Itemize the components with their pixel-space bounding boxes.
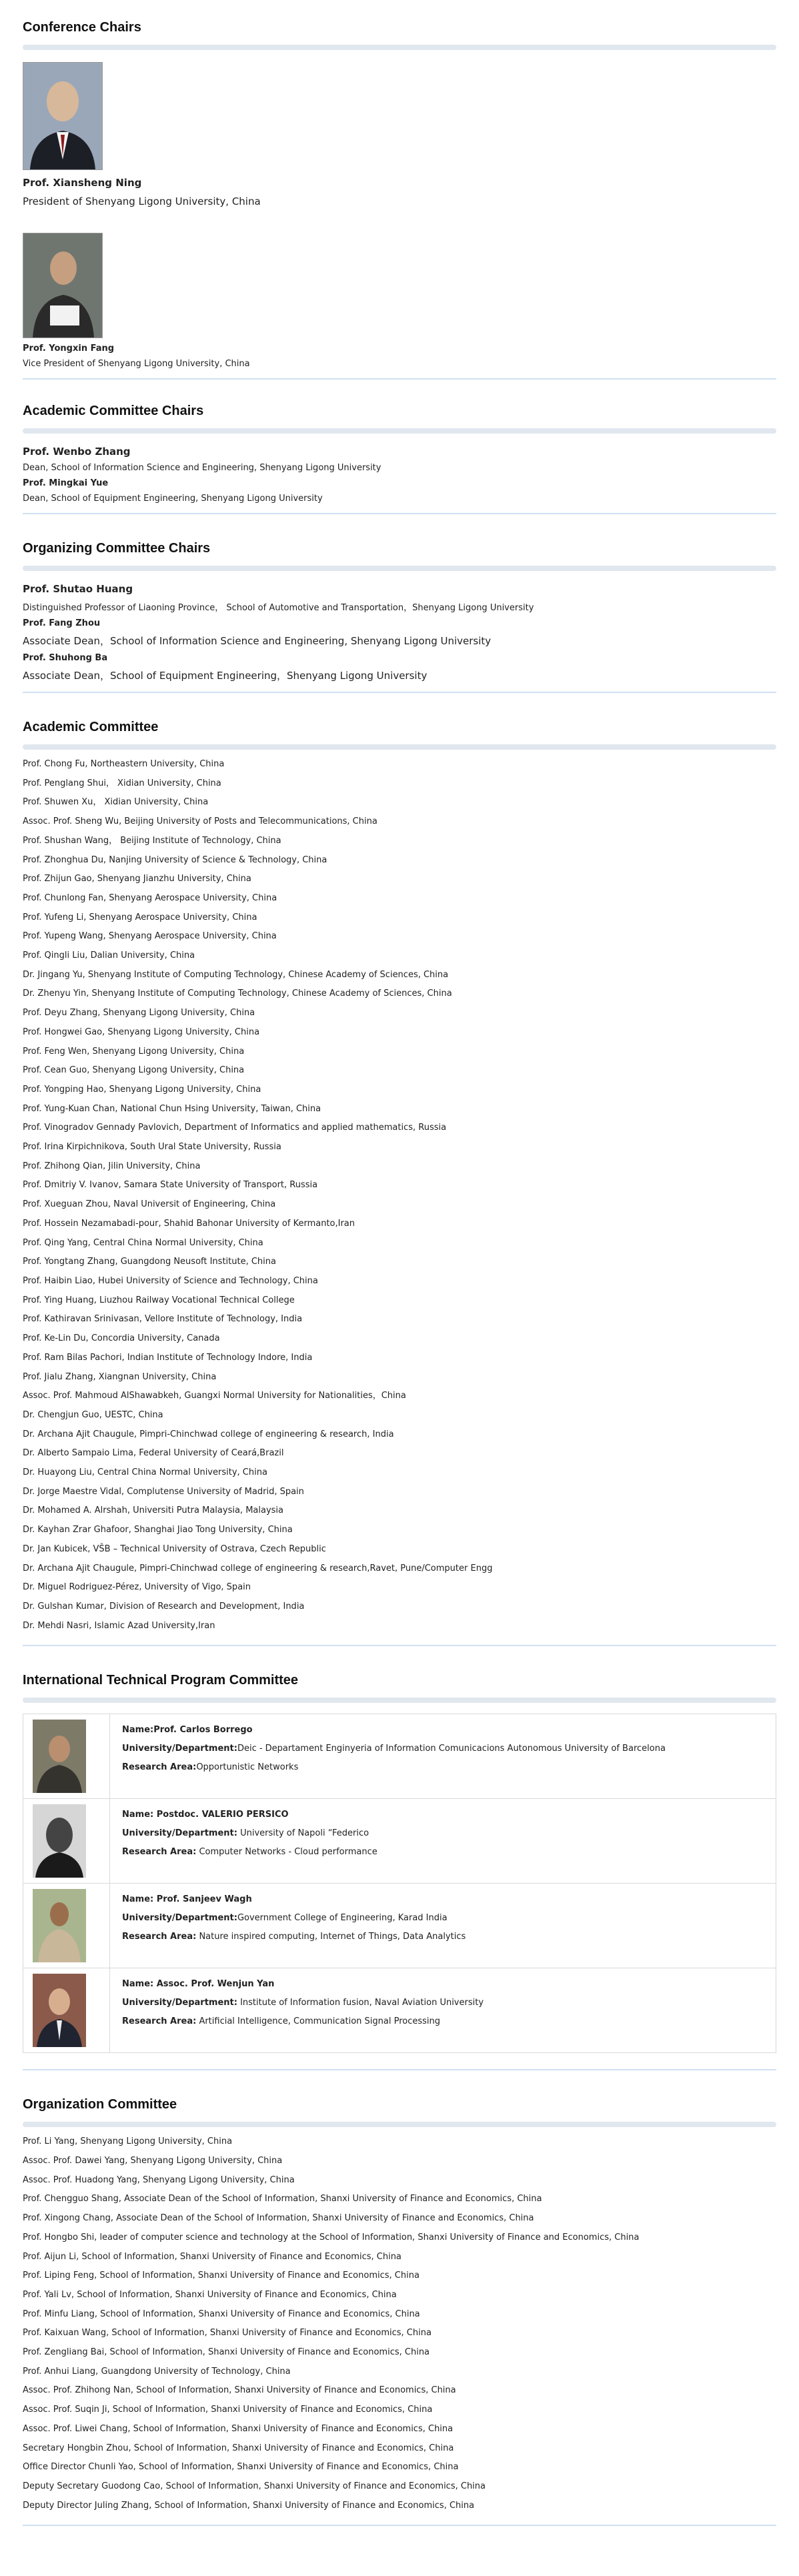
chair-title: Associate Dean，School of Equipment Engineering，Shenyang Ligong University (23, 670, 428, 682)
section-underline (23, 45, 776, 50)
list-item: Prof. Vinogradov Gennady Pavlovich, Department of Informatics and applied mathematics, Russia (23, 1123, 447, 1133)
photo-cell (23, 1714, 110, 1798)
member-area: Nature inspired computing, Internet of Things, Data Analytics (196, 1932, 466, 1942)
list-item: Prof. Deyu Zhang, Shenyang Ligong University, China (23, 1008, 255, 1019)
table-row (23, 1714, 776, 1799)
university-label: University/Department: (122, 1744, 237, 1754)
member-university: Government College of Engineering, Karad India (237, 1913, 448, 1924)
list-item: Dr. Zhenyu Yin, Shenyang Institute of Computing Technology, Chinese Academy of Sciences, China (23, 989, 452, 999)
list-item: Assoc. Prof. Huadong Yang, Shenyang Ligong University, China (23, 2174, 295, 2185)
list-item: Prof. Hongbo Shi, leader of computer science and technology at the School of Information, Shanxi University of Finance and Economics, China (23, 2232, 640, 2242)
member-area: Artificial Intelligence, Communication Signal Processing (196, 2016, 441, 2027)
list-item: Prof. Dmitriy V. Ivanov, Samara State University of Transport, Russia (23, 1180, 318, 1191)
section-underline (23, 1698, 776, 1703)
list-item: Prof. Li Yang, Shenyang Ligong University, China (23, 2136, 233, 2147)
list-item: Prof. Zhijun Gao, Shenyang Jianzhu University, China (23, 874, 251, 884)
person-icon (33, 1720, 86, 1793)
member-name: Prof. Sanjeev Wagh (153, 1894, 252, 1905)
list-item: Dr. Mehdi Nasri, Islamic Azad University,Iran (23, 1620, 215, 1631)
list-item: Deputy Director Juling Zhang, School of Information, Shanxi University of Finance and Economics, China (23, 2500, 475, 2511)
list-item: Dr. Gulshan Kumar, Division of Research and Development, India (23, 1601, 305, 1612)
section-underline (23, 2122, 776, 2127)
list-item: Prof. Chengguo Shang, Associate Dean of the School of Information, Shanxi University of Finance and Economics, China (23, 2194, 542, 2204)
list-item: Prof. Kaixuan Wang, School of Information, Shanxi University of Finance and Economics, China (23, 2328, 432, 2339)
list-item: Dr. Miguel Rodriguez-Pérez, University of Vigo, Spain (23, 1582, 251, 1593)
list-item: Dr. Archana Ajit Chaugule, Pimpri-Chinchwad college of engineering & research,Ravet, Pune/Computer Engg (23, 1563, 493, 1573)
university-label: University/Department: (122, 1828, 237, 1839)
itpc-title: International Technical Program Committee (23, 1673, 299, 1688)
person-icon (33, 1889, 86, 1962)
chair-name: Prof. Xiansheng Ning (23, 177, 142, 189)
portrait-photo (23, 62, 103, 170)
table-row (23, 1968, 776, 2052)
list-item: Prof. Zhonghua Du, Nanjing University of Science & Technology, China (23, 854, 327, 865)
list-item: Prof. Qing Yang, Central China Normal University, China (23, 1237, 263, 1248)
list-item: Dr. Mohamed A. Alrshah, Universiti Putra Malaysia, Malaysia (23, 1505, 284, 1516)
chair-name: Prof. Fang Zhou (23, 618, 101, 628)
list-item: Dr. Jorge Maestre Vidal, Complutense University of Madrid, Spain (23, 1486, 304, 1497)
list-item: Prof. Yufeng Li, Shenyang Aerospace University, China (23, 912, 257, 922)
list-item: Prof. Yung-Kuan Chan, National Chun Hsing University, Taiwan, China (23, 1103, 321, 1114)
person-icon (33, 1974, 86, 2047)
list-item: Prof. Cean Guo, Shenyang Ligong University, China (23, 1065, 245, 1076)
list-item: Prof. Yupeng Wang, Shenyang Aerospace University, China (23, 931, 277, 942)
university-label: University/Department: (122, 1998, 237, 2008)
list-item: Prof. Liping Feng, School of Information, Shanxi University of Finance and Economics, China (23, 2271, 420, 2281)
chair-title: Dean, School of Equipment Engineering, Shenyang Ligong University (23, 494, 323, 504)
table-row (23, 1884, 776, 1968)
academic-committee-title: Academic Committee (23, 720, 159, 734)
portrait-photo (23, 233, 103, 338)
table-row (23, 1799, 776, 1884)
member-university: University of Napoli “Federico (237, 1828, 369, 1839)
list-item: Prof. Feng Wen, Shenyang Ligong University, China (23, 1046, 245, 1057)
list-item: Prof. Jialu Zhang, Xiangnan University, China (23, 1371, 217, 1382)
list-item: Dr. Archana Ajit Chaugule, Pimpri-Chinchwad college of engineering & research, India (23, 1429, 394, 1439)
list-item: Prof. Kathiravan Srinivasan, Vellore Institute of Technology, India (23, 1314, 303, 1325)
area-label: Research Area: (122, 2016, 197, 2027)
person-icon (23, 233, 102, 338)
person-icon (33, 1804, 86, 1878)
list-item: Assoc. Prof. Suqin Ji, School of Information, Shanxi University of Finance and Economics, China (23, 2405, 433, 2415)
list-item: Deputy Secretary Guodong Cao, School of Information, Shanxi University of Finance and Economics, China (23, 2481, 486, 2491)
section-divider (23, 2525, 776, 2526)
list-item: Prof. Haibin Liao, Hubei University of Science and Technology, China (23, 1275, 318, 1286)
itpc-table (23, 1714, 776, 2053)
area-label: Research Area: (122, 1847, 197, 1858)
list-item: Assoc. Prof. Sheng Wu, Beijing University of Posts and Telecommunications, China (23, 816, 377, 827)
chair-title: Vice President of Shenyang Ligong University, China (23, 359, 250, 369)
list-item: Prof. Irina Kirpichnikova, South Ural State University, Russia (23, 1142, 281, 1153)
chair-title: Associate Dean，School of Information Science and Engineering, Shenyang Ligong University (23, 635, 492, 647)
list-item: Assoc. Prof. Liwei Chang, School of Information, Shanxi University of Finance and Economics, China (23, 2423, 454, 2434)
member-name: Prof. Carlos Borrego (153, 1725, 253, 1736)
list-item: Prof. Hongwei Gao, Shenyang Ligong University, China (23, 1027, 260, 1037)
chair-title: Dean, School of Information Science and Engineering, Shenyang Ligong University (23, 463, 381, 473)
list-item: Prof. Zhihong Qian, Jilin University, China (23, 1161, 201, 1171)
organization-committee-list (23, 2132, 776, 2515)
photo-cell (23, 1799, 110, 1883)
chair-name: Prof. Mingkai Yue (23, 478, 109, 488)
name-label: Name: (122, 1810, 154, 1820)
list-item: Prof. Yali Lv, School of Information, Shanxi University of Finance and Economics, China (23, 2289, 397, 2300)
list-item: Dr. Jingang Yu, Shenyang Institute of Computing Technology, Chinese Academy of Sciences, China (23, 969, 449, 980)
member-name: Assoc. Prof. Wenjun Yan (153, 1979, 275, 1990)
organization-committee-title: Organization Committee (23, 2097, 177, 2112)
list-item: Office Director Chunli Yao, School of Information, Shanxi University of Finance and Economics, China (23, 2462, 459, 2473)
section-underline (23, 566, 776, 571)
member-info (110, 1799, 389, 1883)
member-university: Institute of Information fusion, Naval Aviation University (237, 1998, 484, 2008)
photo-cell (23, 1968, 110, 2052)
list-item: Prof. Shuwen Xu， Xidian University, China (23, 797, 209, 808)
list-item: Dr. Alberto Sampaio Lima, Federal University of Ceará,Brazil (23, 1448, 284, 1459)
area-label: Research Area: (122, 1932, 197, 1942)
chair-name: Prof. Wenbo Zhang (23, 446, 131, 458)
member-info (110, 1884, 478, 1968)
list-item: Prof. Anhui Liang, Guangdong University of Technology, China (23, 2366, 291, 2377)
list-item: Secretary Hongbin Zhou, School of Information, Shanxi University of Finance and Economics, China (23, 2443, 454, 2453)
list-item: Dr. Chengjun Guo, UESTC, China (23, 1409, 163, 1420)
list-item: Prof. Xueguan Zhou, Naval Universit of Engineering, China (23, 1199, 276, 1210)
list-item: Assoc. Prof. Zhihong Nan, School of Information, Shanxi University of Finance and Economics, China (23, 2385, 456, 2396)
list-item: Dr. Huayong Liu, Central China Normal University, China (23, 1467, 267, 1478)
list-item: Prof. Hossein Nezamabadi-pour, Shahid Bahonar University of Kermanto,Iran (23, 1218, 355, 1229)
list-item: Prof. Ram Bilas Pachori, Indian Institute of Technology Indore, India (23, 1352, 313, 1363)
list-item: Prof. Chong Fu, Northeastern University, China (23, 759, 225, 769)
section-underline (23, 428, 776, 434)
university-label: University/Department: (122, 1913, 237, 1924)
academic-chairs-title: Academic Committee Chairs (23, 404, 204, 418)
list-item: Prof. Ke-Lin Du, Concordia University, Canada (23, 1333, 220, 1344)
list-item: Assoc. Prof. Mahmoud AlShawabkeh, Guangxi Normal University for Nationalities，China (23, 1391, 406, 1401)
chair-name: Prof. Shutao Huang (23, 583, 133, 595)
name-label: Name: (122, 1725, 154, 1736)
academic-committee-list (23, 755, 776, 1636)
section-underline (23, 744, 776, 750)
organizing-chairs-title: Organizing Committee Chairs (23, 541, 211, 556)
member-area: Computer Networks - Cloud performance (196, 1847, 377, 1858)
chair-name: Prof. Yongxin Fang (23, 344, 115, 354)
member-area: Opportunistic Networks (196, 1762, 299, 1773)
list-item: Dr. Kayhan Zrar Ghafoor, Shanghai Jiao Tong University, China (23, 1525, 293, 1535)
member-info (110, 1968, 496, 2052)
list-item: Prof. Shushan Wang， Beijing Institute of Technology, China (23, 835, 281, 846)
conference-chairs-title: Conference Chairs (23, 20, 141, 35)
list-item: Prof. Yongtang Zhang, Guangdong Neusoft Institute, China (23, 1257, 276, 1267)
list-item: Prof. Penglang Shui， Xidian University, China (23, 778, 221, 788)
name-label: Name: (122, 1979, 154, 1990)
photo-cell (23, 1884, 110, 1968)
member-info (110, 1714, 678, 1798)
list-item: Prof. Aijun Li, School of Information, Shanxi University of Finance and Economics, China (23, 2251, 402, 2262)
list-item: Prof. Qingli Liu, Dalian University, China (23, 950, 195, 961)
list-item: Prof. Ying Huang, Liuzhou Railway Vocational Technical College (23, 1295, 295, 1305)
chair-title: Distinguished Professor of Liaoning Province， School of Automotive and Transportation，Shenyang Ligong University (23, 603, 534, 613)
list-item: Assoc. Prof. Dawei Yang, Shenyang Ligong University, China (23, 2156, 283, 2166)
list-item: Prof. Yongping Hao, Shenyang Ligong University, China (23, 1084, 261, 1095)
list-item: Prof. Chunlong Fan, Shenyang Aerospace University, China (23, 892, 277, 903)
area-label: Research Area: (122, 1762, 197, 1773)
member-name: Postdoc. VALERIO PERSICO (153, 1810, 289, 1820)
name-label: Name: (122, 1894, 154, 1905)
list-item: Prof. Xingong Chang, Associate Dean of the School of Information, Shanxi University of Finance and Economics, China (23, 2213, 534, 2224)
list-item: Prof. Zengliang Bai, School of Information, Shanxi University of Finance and Economics, China (23, 2347, 430, 2358)
chair-title: President of Shenyang Ligong University, China (23, 195, 261, 207)
list-item: Prof. Minfu Liang, School of Information, Shanxi University of Finance and Economics, China (23, 2309, 420, 2319)
chair-name: Prof. Shuhong Ba (23, 653, 108, 663)
member-university: Deic - Departament Enginyeria of Information Comunicacions Autonomous University of Barcelona (237, 1744, 666, 1754)
list-item: Dr. Jan Kubicek, VŠB – Technical University of Ostrava, Czech Republic (23, 1543, 326, 1554)
person-icon (23, 63, 102, 169)
